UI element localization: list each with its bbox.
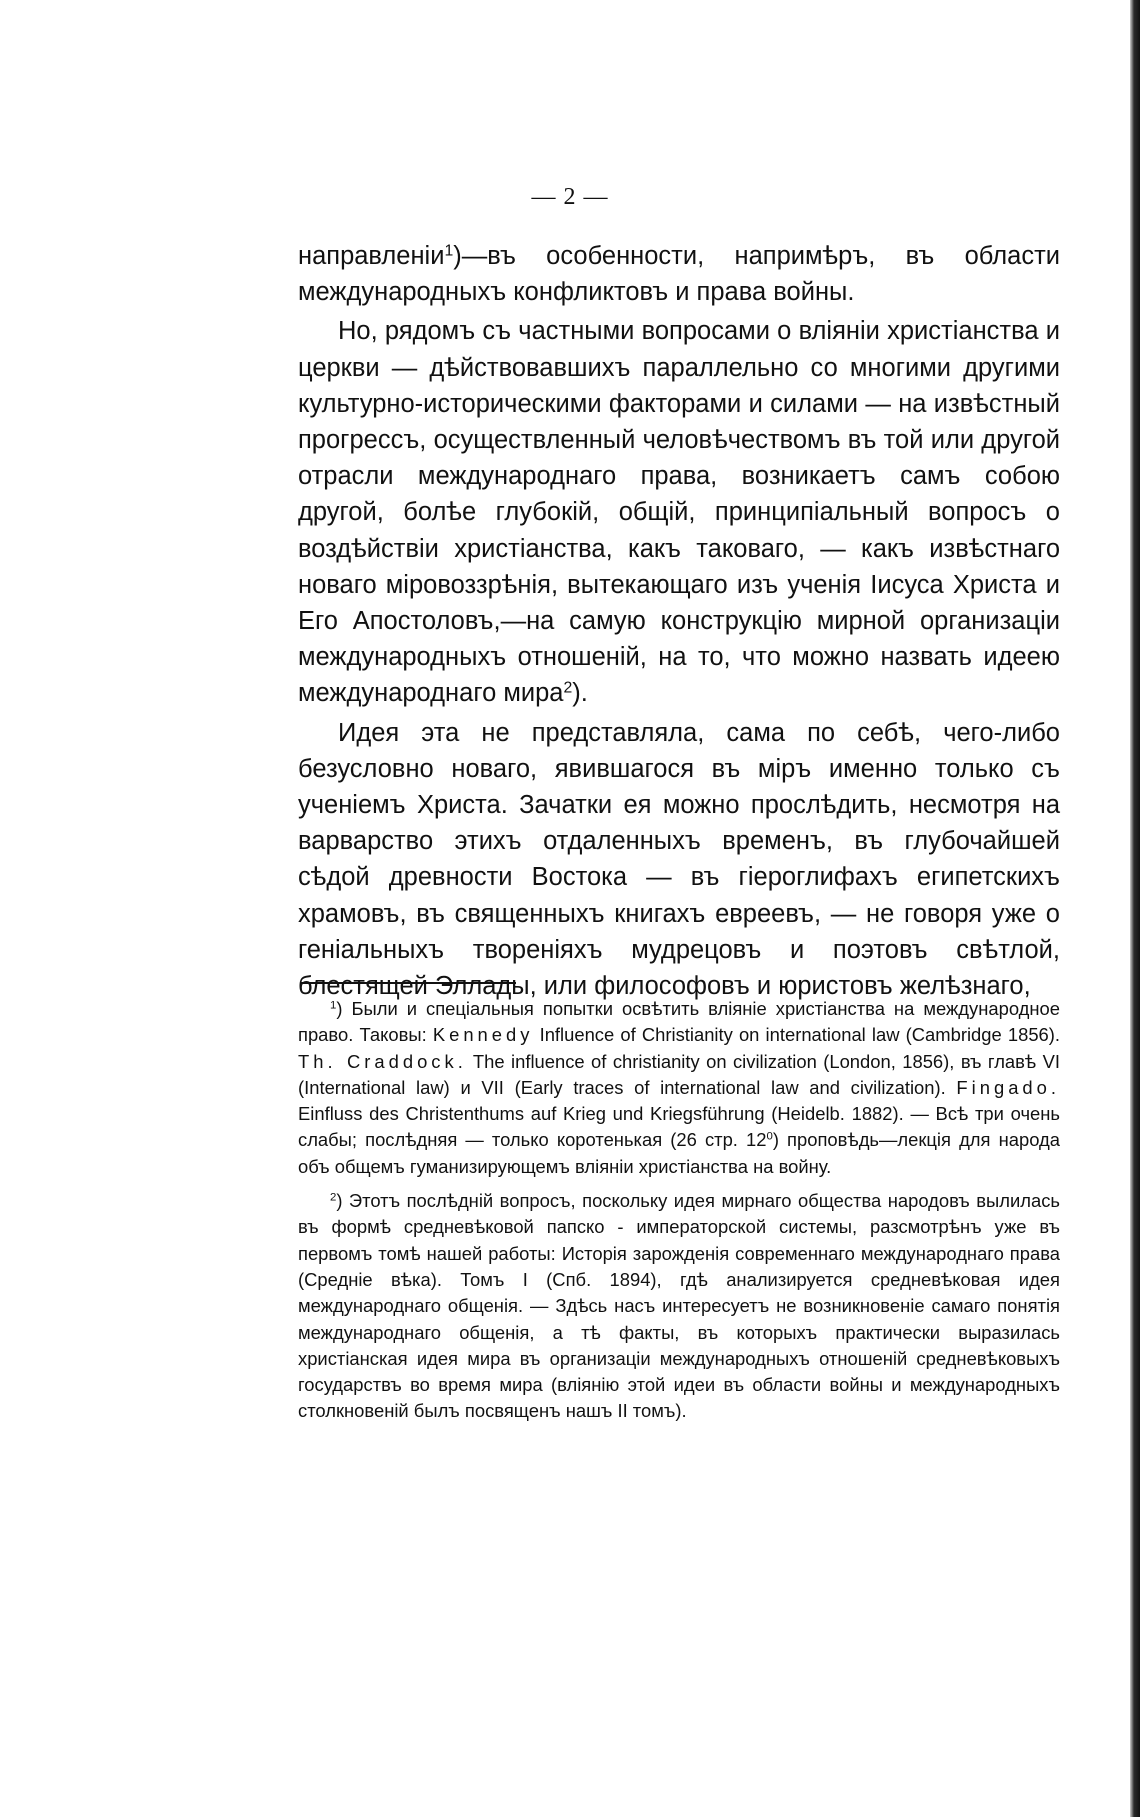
footnotes <box>298 996 1060 1425</box>
footnote-1-text-e: ) проповѣдь—лекція для народа объ общемъ гуманизирующемъ вліяніи христіанства на войну. <box>298 1129 1060 1177</box>
footnote-1-marker: 1 <box>330 999 337 1012</box>
footnote-1 <box>298 996 1060 1180</box>
footnote-2-text: ) Этотъ послѣдній вопросъ, поскольку идея мирнаго общества народовъ вылилась въ формѣ средневѣковой папско - императорской системы, разсмотрѣнъ уже въ первомъ томѣ нашей работы: Исторія зарожденія современнаго международнаго права (Средніе вѣка). Томъ I (Спб. 1894), гдѣ анализируется средневѣковая идея международнаго общенія. — Здѣсь насъ интересуетъ не возникновеніе самаго понятія международнаго общенія, а тѣ факты, въ которыхъ практически выразилась христіанская идея мира въ организаціи международныхъ отношеній средневѣковыхъ государствъ во время мира (вліянію этой идеи въ области войны и международныхъ столкновеній былъ посвященъ нашъ II томъ). <box>298 1190 1060 1422</box>
footnote-1-text-c: The influence of christianity on civilization (London, 1856), въ главѣ VI (International law) и VII (Early traces of international law and civilization). <box>298 1050 1060 1098</box>
paragraph-2 <box>298 313 1060 711</box>
footnote-1-author-craddock: Th. Craddock. <box>298 1050 467 1072</box>
paragraph-2-text-b: ). <box>572 679 588 708</box>
paragraph-2-text-a: Но, рядомъ съ частными вопросами о вліяніи христіанства и церкви — дѣйствовавшихъ параллельно со многими другими культурно-историческими факторами и силами — на извѣстный прогрессъ, осуществленный человѣчествомъ въ той или другой отрасли международнаго права, возникаетъ самъ собою другой, болѣе глубокій, общій, принципіальный вопросъ о воздѣйствіи христіанства, какъ таковаго, — какъ извѣстнаго новаго міровоззрѣнія, вытекающаго изъ ученія Іисуса Христа и Его Апостоловъ,—на самую конструкцію мирной организаціи международныхъ отношеній, на то, что можно назвать идеею международнаго мира <box>298 317 1060 708</box>
footnote-2 <box>298 1188 1060 1425</box>
scan-edge <box>1130 0 1140 1817</box>
paragraph-1-text-a: направленіи <box>298 242 445 270</box>
footnote-2-marker: 2 <box>330 1191 337 1204</box>
footnote-1-text-a: ) Были и спеціальныя попытки освѣтить вліяніе христіанства на международное право. Таковы: <box>298 998 1060 1046</box>
page-number: — 2 — <box>531 184 609 210</box>
footnote-1-degree: 0 <box>766 1131 773 1144</box>
footnote-ref-2: 2 <box>563 679 573 697</box>
footnote-1-text-d: Einfluss des Christenthums auf Krieg und Kriegsführung (Heidelb. 1882). — Всѣ три очень слабы; послѣдняя — только коротенькая (26 стр. 12 <box>298 1103 1060 1151</box>
footnote-divider <box>300 982 516 984</box>
footnote-ref-1: 1 <box>444 242 454 260</box>
footnote-1-text-b: Influence of Christianity on international law (Cambridge 1856). <box>533 1024 1061 1046</box>
paragraph-1-text-b: )—въ особенности, напримѣръ, въ области международныхъ конфликтовъ и права войны. <box>298 242 1060 307</box>
main-text <box>298 238 1060 1004</box>
paragraph-3: Идея эта не представляла, сама по себѣ, чего-либо безусловно новаго, явившагося въ міръ именно только съ ученіемъ Христа. Зачатки ея можно прослѣдить, несмотря на варварство этихъ отдаленныхъ временъ, въ глубочайшей сѣдой древности Востока — въ гіероглифахъ египетскихъ храмовъ, въ священныхъ книгахъ евреевъ, — не говоря уже о геніальныхъ твореніяхъ мудрецовъ и поэтовъ свѣтлой, блестящей Эллады, или философовъ и юристовъ желѣзнаго, <box>298 718 1060 1001</box>
paragraph-1 <box>298 238 1060 310</box>
footnote-1-author-kennedy: Kennedy <box>432 1024 534 1046</box>
footnote-1-author-fingado: Fingado. <box>956 1076 1060 1098</box>
